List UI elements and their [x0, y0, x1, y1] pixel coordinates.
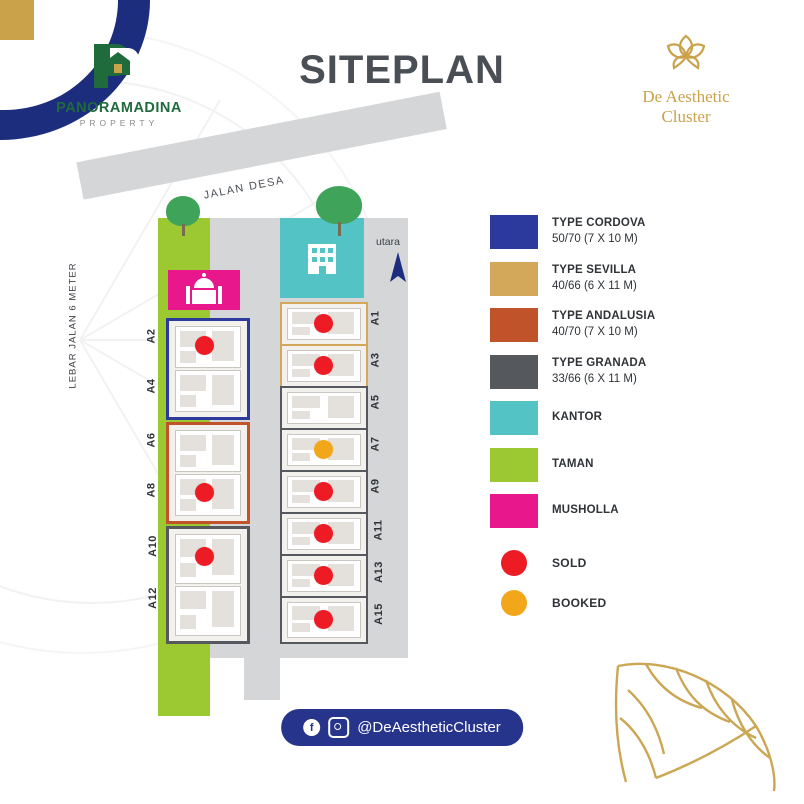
block-unit-A7	[280, 428, 368, 472]
block-granada-left	[166, 526, 250, 644]
unit-label-A13: A13	[372, 561, 385, 583]
house-wall	[212, 375, 234, 405]
legend-swatch-musholla	[490, 494, 538, 528]
flower-icon	[658, 30, 714, 78]
house-wall	[180, 615, 196, 629]
house-wall	[180, 435, 206, 451]
legend-label-taman: TAMAN	[552, 457, 594, 470]
block-unit-A13	[280, 554, 368, 598]
status-dot-booked	[314, 440, 333, 459]
block-unit-A5	[280, 386, 368, 430]
legend-label-granada: TYPE GRANADA	[552, 356, 647, 369]
house-wall	[180, 591, 206, 609]
unit-label-A15: A15	[372, 603, 385, 625]
legend-swatch-kantor	[490, 401, 538, 435]
house-unit	[287, 392, 361, 424]
house-wall	[180, 499, 196, 511]
legend-item-musholla	[490, 494, 780, 528]
legend-dot-booked	[501, 590, 527, 616]
unit-label-A5: A5	[369, 394, 382, 410]
house-wall	[292, 327, 310, 335]
legend-swatch-andalusia	[490, 308, 538, 342]
legend-item-sold	[490, 550, 780, 576]
kantor-area	[280, 218, 364, 298]
house-wall	[212, 435, 234, 465]
legend-label-cordova: TYPE CORDOVA	[552, 217, 646, 230]
house-wall	[212, 331, 234, 361]
status-dot-sold	[195, 483, 214, 502]
legend-swatch-cordova	[490, 215, 538, 249]
legend-label-sevilla: TYPE SEVILLA	[552, 263, 637, 276]
office-building-icon	[280, 218, 364, 298]
house-unit	[175, 430, 241, 472]
unit-label-A8: A8	[145, 482, 158, 498]
unit-label-A1: A1	[369, 310, 382, 326]
house-wall	[292, 396, 320, 408]
legend-label-booked: BOOKED	[552, 596, 607, 610]
block-cordova-left	[166, 318, 250, 420]
house-wall	[292, 537, 310, 545]
status-dot-sold	[314, 610, 333, 629]
cluster-logo	[606, 30, 766, 127]
status-dot-sold	[195, 336, 214, 355]
unit-label-A11: A11	[372, 519, 385, 541]
house-wall	[180, 351, 196, 363]
legend-item-granada	[490, 355, 780, 389]
legend-label-sold: SOLD	[552, 556, 587, 570]
instagram-icon[interactable]	[328, 717, 349, 738]
house-wall	[292, 453, 310, 461]
status-dot-sold	[314, 566, 333, 585]
unit-label-A7: A7	[369, 436, 382, 452]
status-dot-sold	[195, 547, 214, 566]
legend-item-booked	[490, 590, 780, 616]
page-title: SITEPLAN	[299, 48, 505, 92]
legend-label-musholla: MUSHOLLA	[552, 504, 619, 517]
unit-label-A12: A12	[146, 587, 159, 609]
block-andalusia-left	[166, 422, 250, 524]
house-wall	[212, 539, 234, 575]
status-dot-sold	[314, 356, 333, 375]
status-dot-sold	[314, 314, 333, 333]
house-unit	[175, 370, 241, 412]
mosque-icon	[168, 270, 240, 310]
legend-swatch-taman	[490, 448, 538, 482]
legend-swatch-granada	[490, 355, 538, 389]
legend-item-kantor	[490, 401, 780, 435]
legend-spec-cordova: 50/70 (7 X 10 M)	[552, 233, 638, 245]
social-handle-text: @DeAestheticCluster	[357, 719, 501, 736]
unit-label-A4: A4	[145, 378, 158, 394]
unit-label-A10: A10	[146, 535, 159, 557]
house-wall	[328, 396, 354, 418]
cluster-name-line1: De Aesthetic	[642, 87, 730, 106]
house-wall	[180, 375, 206, 391]
legend-spec-granada: 33/66 (6 X 11 M)	[552, 372, 637, 385]
siteplan-map	[58, 140, 458, 670]
company-subtitle: PROPERTY	[79, 118, 159, 128]
social-handle-bar[interactable]	[281, 709, 523, 746]
house-wall	[212, 591, 234, 627]
tree-trunk-2	[338, 222, 341, 236]
legend-label-andalusia: TYPE ANDALUSIA	[552, 310, 656, 323]
musholla-area	[168, 270, 240, 310]
legend-spec-sevilla: 40/66 (6 X 11 M)	[552, 279, 637, 292]
cluster-name-line2: Cluster	[661, 107, 711, 126]
house-wall	[180, 395, 196, 407]
block-unit-A1	[280, 302, 368, 346]
house-wall	[292, 369, 310, 377]
tree-trunk-1	[182, 224, 185, 236]
legend-item-taman	[490, 448, 780, 482]
north-arrow-icon	[388, 252, 408, 288]
company-name: PANORAMADINA	[56, 100, 182, 116]
house-wall	[212, 479, 234, 509]
unit-label-A2: A2	[145, 328, 158, 344]
unit-label-A6: A6	[145, 432, 158, 448]
block-unit-A15	[280, 596, 368, 644]
facebook-icon[interactable]: f	[303, 719, 320, 736]
legend	[490, 215, 780, 630]
house-wall	[292, 623, 310, 632]
house-wall	[180, 563, 196, 577]
unit-label-A3: A3	[369, 352, 382, 368]
legend-item-sevilla	[490, 262, 780, 296]
legend-spec-andalusia: 40/70 (7 X 10 M)	[552, 326, 638, 338]
legend-item-cordova	[490, 215, 780, 249]
house-unit	[175, 586, 241, 636]
legend-item-andalusia	[490, 308, 780, 342]
corner-accent-gold	[0, 0, 34, 40]
block-unit-A11	[280, 512, 368, 556]
tree-icon-2	[316, 186, 362, 224]
block-unit-A3	[280, 344, 368, 388]
block-unit-A9	[280, 470, 368, 514]
compass-label: utara	[376, 236, 400, 248]
status-dot-sold	[314, 524, 333, 543]
house-wall	[292, 411, 310, 419]
monstera-leaf-icon	[606, 646, 796, 796]
taman-area-bottom	[158, 696, 210, 716]
road-jalan-desa-label: JALAN DESA	[202, 174, 286, 202]
legend-label-kantor: KANTOR	[552, 411, 603, 424]
legend-dot-sold	[501, 550, 527, 576]
status-dot-sold	[314, 482, 333, 501]
house-wall	[292, 579, 310, 587]
house-wall	[292, 495, 310, 503]
legend-swatch-sevilla	[490, 262, 538, 296]
unit-label-A9: A9	[369, 478, 382, 494]
house-wall	[180, 455, 196, 467]
road-internal-label: LEBAR JALAN 6 METER	[67, 262, 79, 389]
tree-icon-1	[166, 196, 200, 226]
